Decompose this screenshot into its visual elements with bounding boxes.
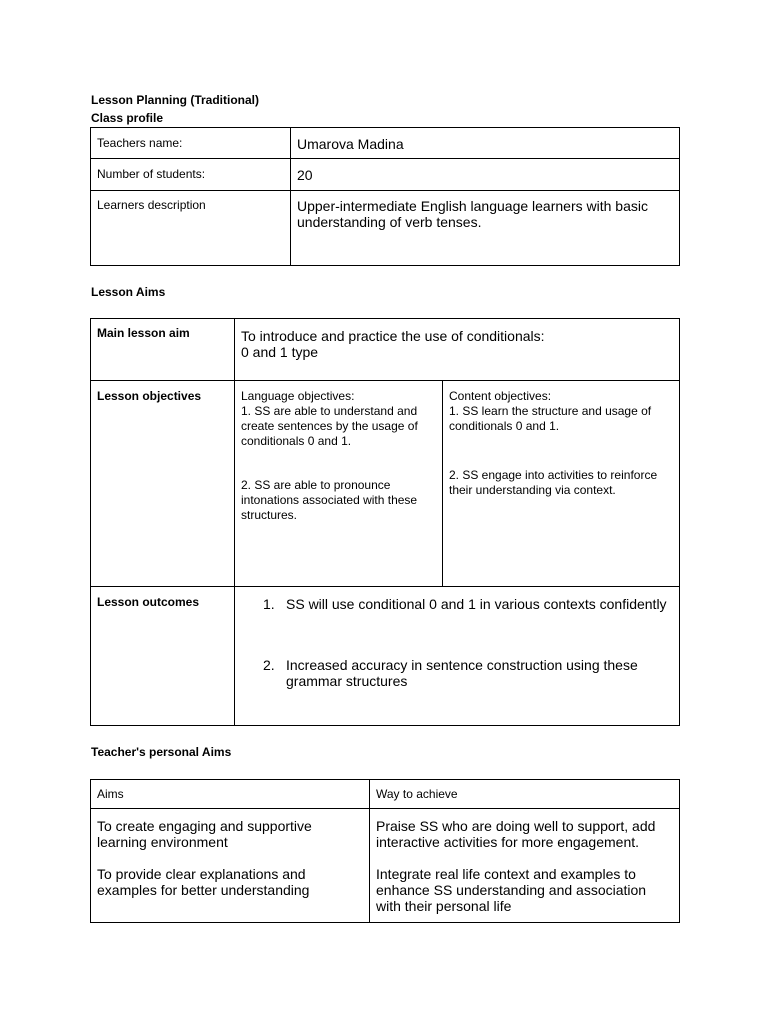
table-row xyxy=(91,381,680,587)
class-profile-table xyxy=(90,127,680,266)
lesson-outcomes-cell xyxy=(235,587,680,726)
language-objectives-cell xyxy=(235,381,443,587)
lesson-aims-table xyxy=(90,318,680,726)
lesson-outcomes-label: Lesson outcomes xyxy=(91,587,235,726)
list-item-text: Increased accuracy in sentence construction using these grammar structures xyxy=(286,657,638,689)
language-objective-1: 1. SS are able to understand and create sentences by the usage of conditionals 0 and 1. xyxy=(241,404,418,448)
language-objectives-heading: Language objectives: xyxy=(241,389,355,403)
aims-column-header: Aims xyxy=(91,780,370,809)
personal-aims-table xyxy=(90,779,680,923)
learners-description-label: Learners description xyxy=(91,191,291,266)
list-item-number: 1. xyxy=(263,596,275,612)
number-of-students-value: 20 xyxy=(291,159,680,191)
table-row xyxy=(91,809,680,923)
way-1: Praise SS who are doing well to support, add interactive activities for more engagement. xyxy=(376,818,656,850)
teacher-name-label: Teachers name: xyxy=(91,128,291,159)
aims-cell xyxy=(91,809,370,923)
way-to-achieve-column-header: Way to achieve xyxy=(370,780,680,809)
language-objective-2: 2. SS are able to pronounce intonations associated with these structures. xyxy=(241,478,418,522)
table-row xyxy=(91,159,680,191)
way-to-achieve-cell xyxy=(370,809,680,923)
list-item-text: SS will use conditional 0 and 1 in various contexts confidently xyxy=(286,596,667,612)
content-objective-1: 1. SS learn the structure and usage of conditionals 0 and 1. xyxy=(449,404,652,433)
content-objectives-cell xyxy=(443,381,680,587)
aim-1: To create engaging and supportive learning environment xyxy=(97,818,312,850)
table-row xyxy=(91,780,680,809)
aim-2: To provide clear explanations and examples for better understanding xyxy=(97,866,310,898)
list-item xyxy=(241,657,673,689)
list-item-number: 2. xyxy=(263,657,275,673)
document-title: Lesson Planning (Traditional) xyxy=(91,93,260,107)
table-row xyxy=(91,319,680,381)
class-profile-heading: Class profile xyxy=(91,111,164,125)
content-objectives-heading: Content objectives: xyxy=(449,389,552,403)
lesson-outcomes-list xyxy=(241,596,673,689)
table-row xyxy=(91,191,680,266)
teacher-name-value: Umarova Madina xyxy=(291,128,680,159)
way-2: Integrate real life context and examples to enhance SS understanding and association with their personal life xyxy=(376,866,647,914)
content-objective-2: 2. SS engage into activities to reinforce their understanding via context. xyxy=(449,468,658,497)
lesson-objectives-label: Lesson objectives xyxy=(91,381,235,587)
lesson-aims-heading: Lesson Aims xyxy=(91,285,166,299)
table-row xyxy=(91,587,680,726)
personal-aims-heading: Teacher's personal Aims xyxy=(91,745,232,759)
table-row xyxy=(91,128,680,159)
list-item xyxy=(241,596,673,612)
number-of-students-label: Number of students: xyxy=(91,159,291,191)
learners-description-value: Upper-intermediate English language learners with basic understanding of verb tenses. xyxy=(291,191,680,266)
main-lesson-aim-value: To introduce and practice the use of conditionals: 0 and 1 type xyxy=(235,319,680,381)
main-lesson-aim-label: Main lesson aim xyxy=(91,319,235,381)
